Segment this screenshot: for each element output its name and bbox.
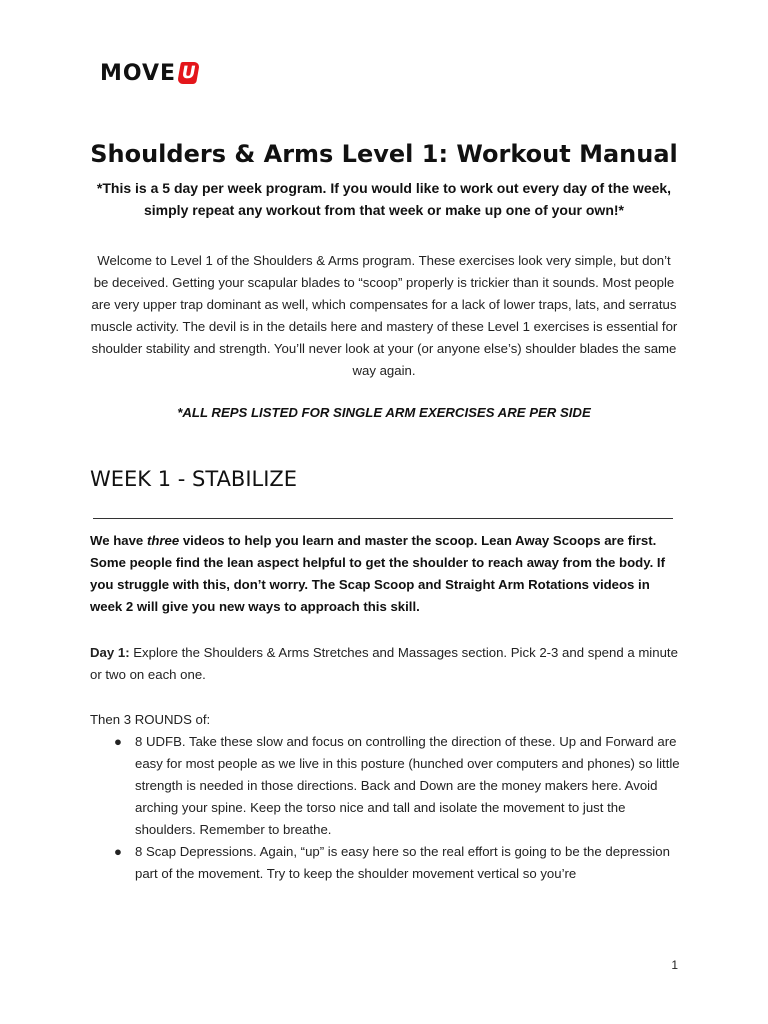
day1-text: Explore the Shoulders & Arms Stretches and Massages section. Pick 2-3 and spend a minute or two on each one.: [90, 645, 678, 682]
day1-label: Day 1:: [90, 645, 130, 660]
list-item: [90, 841, 680, 885]
page-title: Shoulders & Arms Level 1: Workout Manual: [90, 140, 678, 168]
bullet-icon: ●: [114, 844, 122, 859]
moveu-logo: [100, 58, 198, 88]
day1-paragraph: [90, 642, 680, 686]
videos-text-part1: We have: [90, 533, 147, 548]
bullet-icon: ●: [114, 734, 122, 749]
reps-note: *ALL REPS LISTED FOR SINGLE ARM EXERCISES ARE PER SIDE: [177, 405, 591, 420]
videos-text-emphasis: three: [146, 533, 180, 548]
program-note: *This is a 5 day per week program. If you would like to work out every day of the week, simply repeat any workout from that week or make up one of your own!*: [96, 180, 672, 218]
logo-move-text: MOVE: [100, 60, 177, 86]
exercise-list: [90, 731, 680, 885]
heading-divider: [93, 518, 673, 519]
list-item-text: 8 UDFB. Take these slow and focus on controlling the direction of these. Up and Forward are easy for most people as we live in this posture (hunched over computers and phones) so little strength is needed in those directions. Back and Down are the money makers here. Avoid arching your spine. Keep the torso nice and tall and isolate the movement to just the shoulders. Remember to breathe.: [135, 734, 680, 837]
list-item: [90, 731, 680, 841]
rounds-intro: Then 3 ROUNDS of:: [90, 712, 211, 727]
videos-paragraph: [90, 530, 680, 618]
page-number: 1: [671, 958, 678, 972]
logo-u-badge: U: [177, 62, 200, 84]
week-heading: WEEK 1 - STABILIZE: [90, 467, 298, 491]
videos-text-part2: videos to help you learn and master the scoop. Lean Away Scoops are first. Some people find the lean aspect helpful to get the shoulder to reach away from the body. If you struggle with this, don’t worry. The Scap Scoop and Straight Arm Rotations videos in week 2 will give you new ways to approach this skill.: [90, 533, 665, 614]
intro-paragraph: Welcome to Level 1 of the Shoulders & Arms program. These exercises look very simple, but don’t be deceived. Getting your scapular blades to “scoop” properly is trickier than it sounds. Most people are very upper trap dominant as well, which compensates for a lack of lower traps, lats, and serratus muscle activity. The devil is in the details here and mastery of these Level 1 exercises is essential for shoulder stability and strength. You’ll never look at your (or anyone else’s) shoulder blades the same way again.: [90, 253, 678, 378]
list-item-text: 8 Scap Depressions. Again, “up” is easy here so the real effort is going to be the depression part of the movement. Try to keep the shoulder movement vertical so you’re: [135, 844, 670, 881]
